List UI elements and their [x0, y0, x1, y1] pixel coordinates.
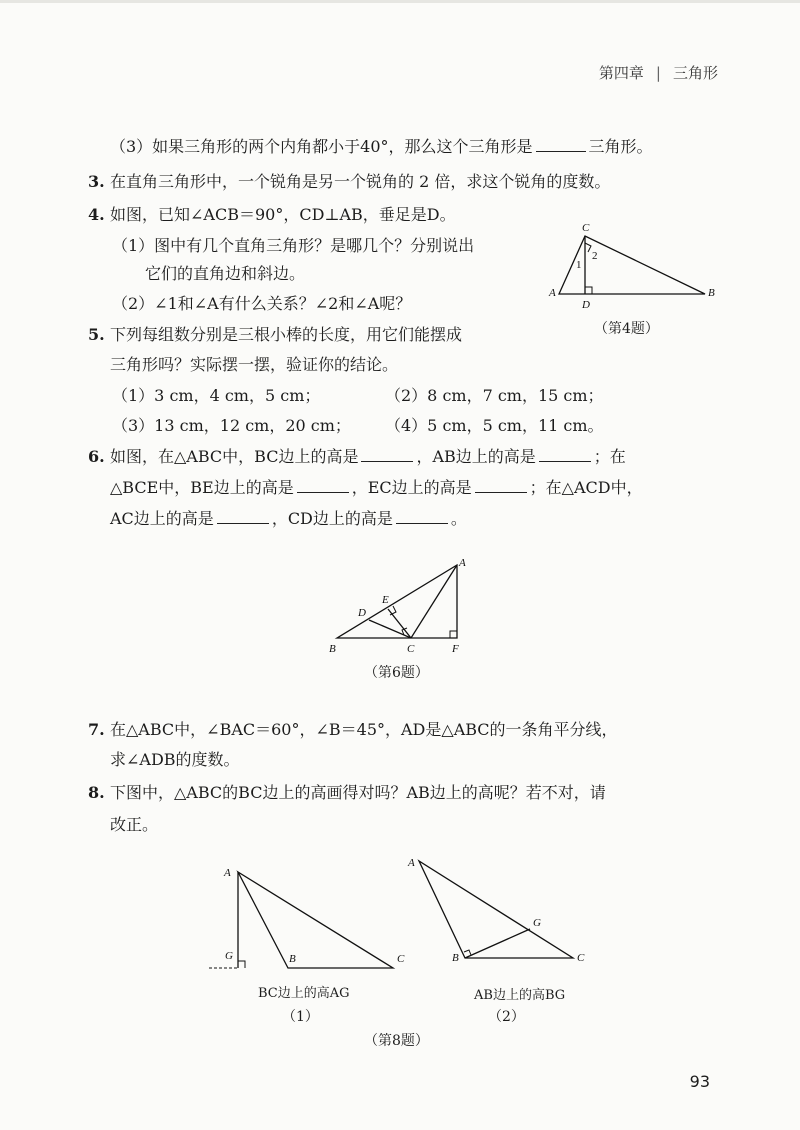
chapter-title: 三角形	[672, 64, 718, 82]
q6-triangle-ABF	[337, 565, 457, 638]
q6-line2: △BCE中，BE边上的高是 ，EC边上的高是 ；在△ACD中，	[110, 478, 643, 497]
q4-label-A: A	[549, 287, 556, 299]
q8-fig2-right-angle	[464, 950, 471, 955]
q6-label-C: C	[407, 643, 415, 655]
answer-blank	[475, 478, 527, 493]
q4-label-C: C	[582, 222, 590, 234]
q8-fig1-triangle	[238, 872, 393, 968]
q4-part1-line2: 它们的直角边和斜边。	[145, 264, 306, 283]
header-separator: |	[655, 64, 661, 82]
q6-label-D: D	[358, 607, 366, 619]
q8-fig2-triangle	[419, 861, 573, 958]
chapter-label: 第四章	[598, 64, 644, 82]
q8-fig1-label-C: C	[397, 953, 405, 965]
running-header	[599, 62, 718, 83]
q3-text: 在直角三角形中，一个锐角是另一个锐角的 2 倍，求这个锐角的度数。	[110, 172, 611, 191]
top-rule	[0, 0, 800, 3]
q4-figure	[545, 222, 725, 312]
q8-fig1-label-B: B	[289, 953, 296, 965]
q8-fig2-label-A: A	[408, 857, 415, 869]
q7-number: 7.	[88, 720, 105, 739]
q4-number: 4.	[88, 205, 105, 224]
q8-number: 8.	[88, 783, 105, 802]
answer-blank	[539, 447, 591, 462]
q8-caption: （第8题）	[364, 1033, 429, 1049]
q8-fig2-label-G: G	[533, 917, 541, 929]
answer-blank	[297, 478, 349, 493]
q6-label-F: F	[452, 643, 459, 655]
q8-fig1-index: （1）	[282, 1009, 319, 1025]
q2-part3: （3）如果三角形的两个内角都小于40°，那么这个三角形是 三角形。	[110, 137, 653, 156]
q8-fig1-label-G: G	[225, 950, 233, 962]
q8-fig2-index: （2）	[488, 1009, 525, 1025]
q3-number: 3.	[88, 172, 105, 191]
q7-line1: 在△ABC中，∠BAC＝60°，∠B＝45°，AD是△ABC的一条角平分线，	[110, 720, 618, 739]
answer-blank	[361, 447, 413, 462]
q5-option2: （2）8 cm，7 cm，15 cm；	[385, 386, 604, 405]
page-number: 93	[689, 1072, 710, 1091]
q6-label-B: B	[329, 643, 336, 655]
q5-line2: 三角形吗？实际摆一摆，验证你的结论。	[110, 355, 399, 374]
q6-line3: AC边上的高是 ，CD边上的高是 。	[110, 509, 467, 528]
q4-right-angle-D	[585, 287, 592, 294]
q4-stem: 如图，已知∠ACB＝90°，CD⊥AB，垂足是D。	[110, 205, 456, 224]
q8-fig1-right-angle	[238, 961, 245, 968]
q8-fig2-segment-BG	[465, 929, 530, 958]
q4-angle-2: 2	[592, 250, 598, 262]
q8-fig2-caption: AB边上的高BG	[474, 988, 566, 1003]
q4-label-B: B	[708, 287, 715, 299]
q4-angle-1: 1	[576, 259, 582, 271]
answer-blank	[536, 137, 586, 152]
q5-number: 5.	[88, 325, 105, 344]
answer-blank	[396, 509, 448, 524]
q5-option4: （4）5 cm，5 cm，11 cm。	[385, 416, 604, 435]
q6-figure	[325, 558, 485, 658]
q4-caption: （第4题）	[594, 321, 659, 337]
q6-number: 6.	[88, 447, 105, 466]
q8-fig2-label-B: B	[452, 952, 459, 964]
q6-label-A: A	[459, 557, 466, 569]
q8-fig1-label-A: A	[224, 867, 231, 879]
q8-fig1-caption: BC边上的高AG	[258, 986, 350, 1001]
q6-right-angle-F	[450, 631, 457, 638]
q8-line1: 下图中，△ABC的BC边上的高画得对吗？AB边上的高呢？若不对，请	[110, 783, 606, 802]
q8-figure-1	[208, 858, 418, 983]
q4-label-D: D	[582, 299, 590, 311]
answer-blank	[217, 509, 269, 524]
q5-option1: （1）3 cm，4 cm，5 cm；	[112, 386, 321, 405]
q7-line2: 求∠ADB的度数。	[110, 750, 240, 769]
q6-segment-AC	[411, 565, 457, 638]
q4-part1-line1: （1）图中有几个直角三角形？是哪几个？分别说出	[112, 236, 475, 255]
q8-figure-2	[400, 850, 590, 975]
q4-part2: （2）∠1和∠A有什么关系？∠2和∠A呢？	[112, 294, 412, 313]
q8-fig2-label-C: C	[577, 952, 585, 964]
q6-caption: （第6题）	[364, 665, 429, 681]
q4-right-angle-C	[585, 243, 591, 252]
q5-line1: 下列每组数分别是三根小棒的长度，用它们能摆成	[110, 325, 463, 344]
q6-label-E: E	[382, 594, 389, 606]
q8-line2: 改正。	[110, 815, 159, 834]
q5-option3: （3）13 cm，12 cm，20 cm；	[112, 416, 351, 435]
q6-line1: 如图，在△ABC中，BC边上的高是 ，AB边上的高是 ；在	[110, 447, 626, 466]
